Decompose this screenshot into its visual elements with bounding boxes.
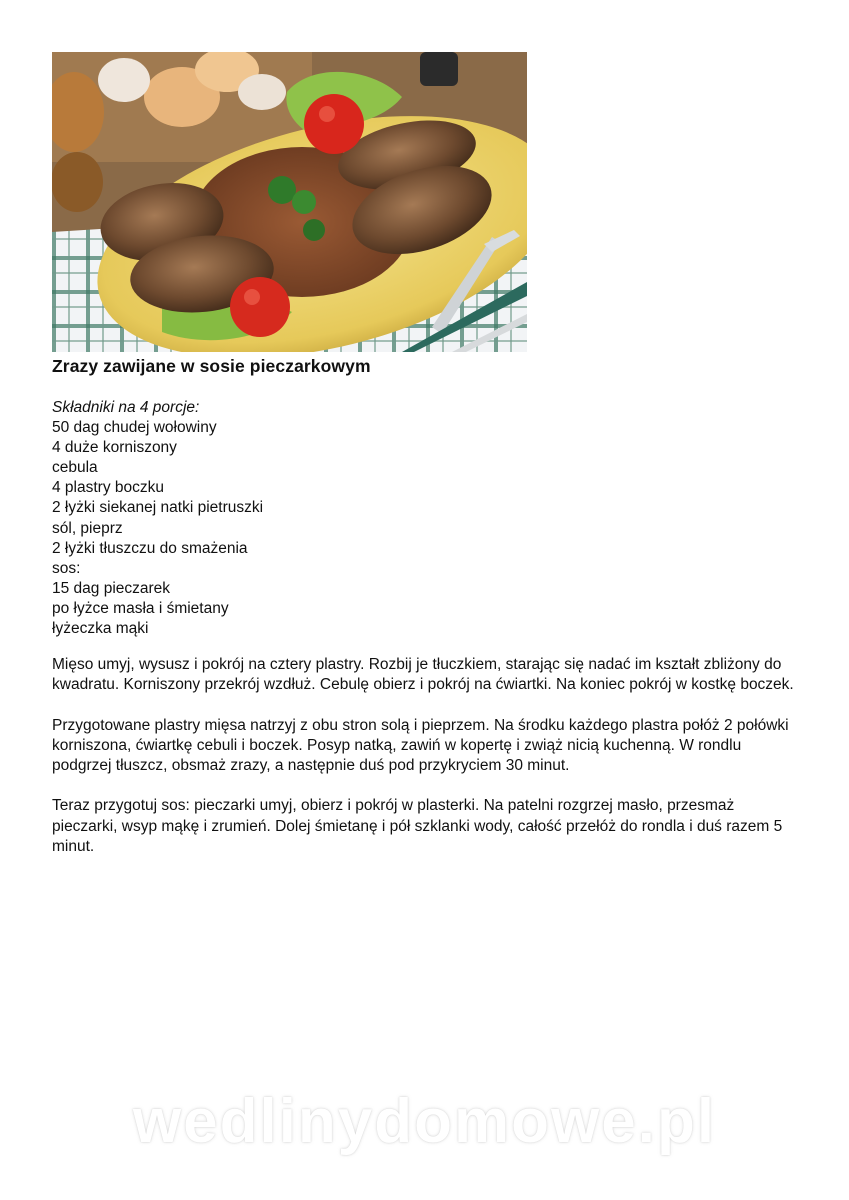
ingredient-item: po łyżce masła i śmietany [52,599,229,617]
instruction-paragraph: Mięso umyj, wysusz i pokrój na cztery plastry. Rozbij je tłuczkiem, starając się nadać im kształt zbliżony do kwadratu. Korniszony przekrój wzdłuż. Cebulę obierz i pokrój na ćwiartki. Na koniec pokrój w kostkę boczek. [52,656,794,694]
dish-photo [52,52,527,352]
ingredient-item: 2 łyżki siekanej natki pietruszki [52,499,264,517]
ingredient-item: cebula [52,459,98,477]
ingredient-item: 4 plastry boczku [52,479,164,497]
ingredient-item: 4 duże korniszony [52,439,177,457]
ingredients-list [52,398,263,639]
ingredient-item: sos: [52,559,81,577]
ingredient-item: 15 dag pieczarek [52,579,171,597]
ingredient-item: 50 dag chudej wołowiny [52,419,217,437]
instruction-paragraph: Przygotowane plastry mięsa natrzyj z obu stron solą i pieprzem. Na środku każdego plastra połóż 2 połówki korniszona, ćwiartkę cebuli i boczek. Posyp natką, zawiń w kopertę i zwiąż nicią kuchenną. W rondlu podgrzej tłuszcz, obsmaż zrazy, a następnie duś pod przykryciem 30 minut. [52,716,789,775]
recipe-title: Zrazy zawijane w sosie pieczarkowym [52,356,371,376]
ingredient-item: łyżeczka mąki [52,620,149,638]
ingredients-heading: Składniki na 4 porcje: [52,399,200,416]
instruction-paragraph: Teraz przygotuj sos: pieczarki umyj, obierz i pokrój w plasterki. Na patelni rozgrzej masło, przesmaż pieczarki, wsyp mąkę i zrumień. Dolej śmietanę i pół szklanki wody, całość przełóż do rondla i duś razem 5 minut. [52,797,783,856]
watermark: wedlinydomowe.pl [132,1087,717,1156]
instructions [52,655,797,877]
ingredient-item: sól, pieprz [52,519,123,537]
ingredient-item: 2 łyżki tłuszczu do smażenia [52,539,248,557]
